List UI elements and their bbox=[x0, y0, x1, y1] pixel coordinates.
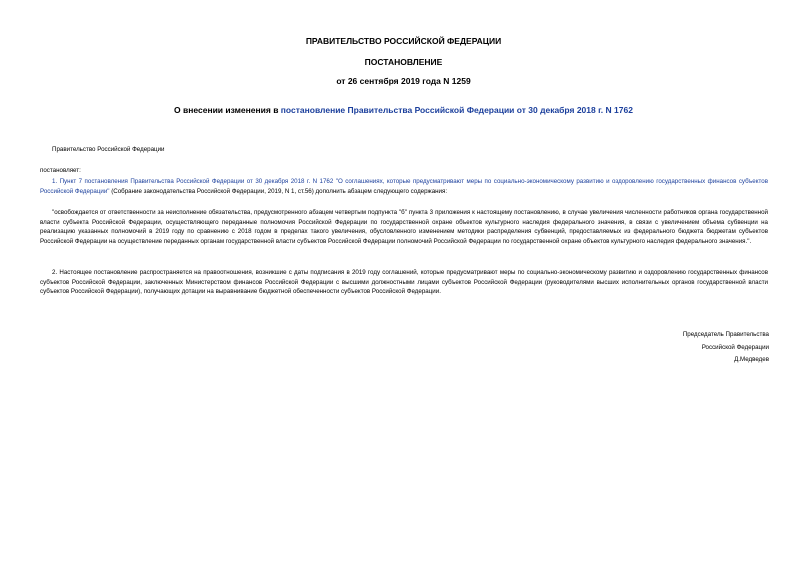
quoted-amendment: "освобождается от ответственности за неисполнение обязательства, предусмотренного абзацем четвертым подпункта "б" пункта 3 приложения к настоящему постановлению, в случае увеличения численности работников органа государственной власти субъекта Российской Федерации, осуществляющего переданные полномочия Российской Федерации по государственной охране объектов культурного наследия федерального значения, в связи с увеличением объема субвенции на реализацию указанных полномочий в 2019 году по сравнению с 2018 годом в пределах такого увеличения, обусловленного изменением методики распределения субвенций, предоставляемых из федерального бюджета бюджетам субъектов Российской Федерации на осуществление переданных органам государственной власти субъектов Российской Федерации полномочий Российской Федерации по государственной охране объектов культурного наследия федерального значения.". bbox=[40, 209, 768, 245]
item-1-link[interactable]: 1. Пункт 7 постановления Правительства Российской Федерации от 30 декабря 2018 г. N 1762 "О соглашениях, которые предусматривают меры по социально-экономическому развитию и оздоровлению государственных финансов субъектов Российской Федерации" bbox=[40, 178, 768, 195]
item-1-paragraph bbox=[40, 177, 768, 196]
title-prefix: О внесении изменения в bbox=[174, 105, 281, 115]
signature-name: Д.Медведев bbox=[734, 356, 769, 364]
signature-position-line-1: Председатель Правительства bbox=[682, 331, 769, 338]
signature-position-line-2: Российской Федерации bbox=[701, 343, 769, 351]
document-title bbox=[0, 105, 807, 116]
item-2-paragraph: 2. Настоящее постановление распространяется на правоотношения, возникшие с даты подписания в 2019 году соглашений, которые предусматривают меры по социально-экономическому развитию и оздоровлению государственных финансов субъектов Российской Федерации, заключенных Министерством финансов Российской Федерации с высшими должностными лицами субъектов Российской Федерации (руководителями высших исполнительных органов государственной власти субъектов Российской Федерации), получающих дотации на выравнивание бюджетной обеспеченности субъектов Российской Федерации. bbox=[40, 269, 768, 296]
item-1-text: (Собрание законодательства Российской Федерации, 2019, N 1, ст.56) дополнить абзацем следующего содержания: bbox=[109, 187, 448, 195]
resolves-line: постановляет: bbox=[40, 167, 81, 174]
document-date-number: от 26 сентября 2019 года N 1259 bbox=[336, 76, 471, 86]
government-heading: ПРАВИТЕЛЬСТВО РОССИЙСКОЙ ФЕДЕРАЦИИ bbox=[305, 36, 502, 46]
government-line: Правительство Российской Федерации bbox=[52, 146, 165, 153]
signature-block bbox=[683, 329, 769, 367]
document-type-heading: ПОСТАНОВЛЕНИЕ bbox=[364, 57, 443, 67]
title-link[interactable]: постановление Правительства Российской Федерации от 30 декабря 2018 г. N 1762 bbox=[280, 105, 633, 115]
